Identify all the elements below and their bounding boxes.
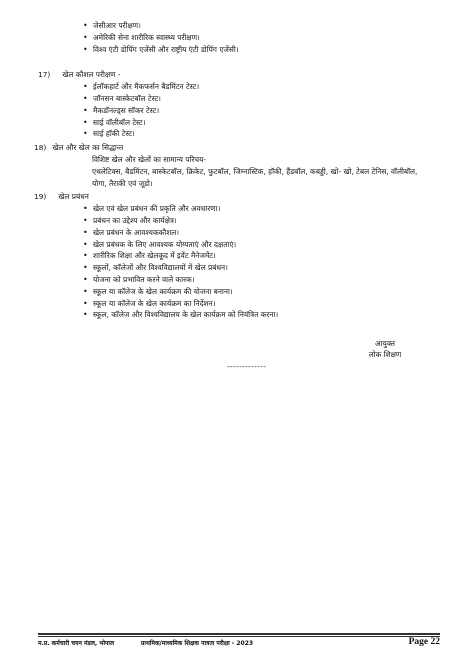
list-item: • योजना को प्रभावित करने वाले कारक। (83, 274, 438, 286)
section-18-paragraph: एथलेटिक्स, बैडमिंटन, बास्केटबॉल, क्रिकेट, फुटबॉल, जिम्नास्टिक, हॉकी, हैंडबॉल, कबड्डी, खो- खो, टेबल टेनिस, वॉलीबॉल, योगा, तैराकी एवं जूडो। (92, 166, 418, 188)
end-divider: ------------- (227, 363, 267, 371)
section-number: 17) (38, 70, 51, 80)
list-item: • जॉनसन बास्केटबॉल टेस्ट। (83, 93, 438, 105)
page-footer (38, 633, 440, 649)
section-title: खेल और खेल का सिद्धान्त (52, 143, 124, 153)
section-number: 19) (34, 192, 47, 202)
section-title: खेल प्रबंधन (58, 192, 89, 202)
page-content (34, 20, 438, 321)
list-item: • खेल प्रबंधक के लिए आवश्यक योग्यताएं और दक्षताएं। (83, 239, 438, 251)
top-list (83, 20, 438, 55)
list-item: • साई हॉकी टेस्ट। (83, 128, 438, 140)
list-item: • ईलॉकहार्ट और मैकफर्सन बैडमिंटन टेस्ट। (83, 81, 438, 93)
section-17-list (83, 81, 438, 140)
page-number: Page 22 (408, 637, 440, 647)
list-item: • मैकडॉनल्ड्स सॉकर टेस्ट। (83, 105, 438, 117)
section-title: खेल कौशल परीक्षण - (62, 70, 121, 80)
signature-block (355, 338, 415, 360)
list-item: • प्रबंधन का उद्देश्य और कार्यक्षेत्र। (83, 215, 438, 227)
section-number: 18) (34, 143, 47, 153)
list-item: • जेसीआर परीक्षण। (83, 20, 438, 32)
list-item: • विश्व एंटी डोपिंग एजेंसी और राष्ट्रीय एंटी डोपिंग एजेंसी। (83, 44, 438, 56)
list-item: • खेल प्रबंधन के आवश्यककौशल। (83, 227, 438, 239)
section-18-subheading: विशिष्ट खेल और खेलों का सामान्य परिचय- (92, 154, 207, 164)
section-19-heading (34, 191, 438, 203)
section-19-list (83, 203, 438, 321)
footer-rule-thin (38, 636, 440, 637)
list-item: • स्कूलों, कॉलेजों और विश्वविद्यालयों में खेल प्रबंधन। (83, 262, 438, 274)
list-item: • स्कूल या कॉलेज के खेल कार्यक्रम की योजना बनाना। (83, 286, 438, 298)
footer-exam-title: प्राथमिक/माध्यमिक शिक्षक पात्रता परीक्षा - 2023 (141, 640, 254, 647)
list-item: • साई वॉलीबॉल टेस्ट। (83, 117, 438, 129)
list-item: • अमेरिकी सेना शारीरिक स्वास्थ्य परीक्षण। (83, 32, 438, 44)
list-item: • स्कूल, कॉलेज और विश्वविद्यालय के खेल कार्यक्रम को नियंत्रित करना। (83, 309, 438, 321)
section-17-heading (38, 69, 438, 81)
footer-organization: म.प्र. कर्मचारी चयन मंडल, भोपाल (38, 640, 115, 647)
list-item: • स्कूल या कॉलेज के खेल कार्यक्रम का निर्देशन। (83, 298, 438, 310)
signature-designation: आयुक्त (374, 339, 395, 348)
list-item: • शारीरिक शिक्षा और खेलकूद में इवेंट मैनेजमेंट। (83, 250, 438, 262)
signature-department: लोक शिक्षण (368, 350, 402, 359)
section-18-heading (34, 142, 438, 154)
list-item: • खेल एवं खेल प्रबंधन की प्रकृति और अवधारणा। (83, 203, 438, 215)
footer-rule (38, 633, 440, 635)
